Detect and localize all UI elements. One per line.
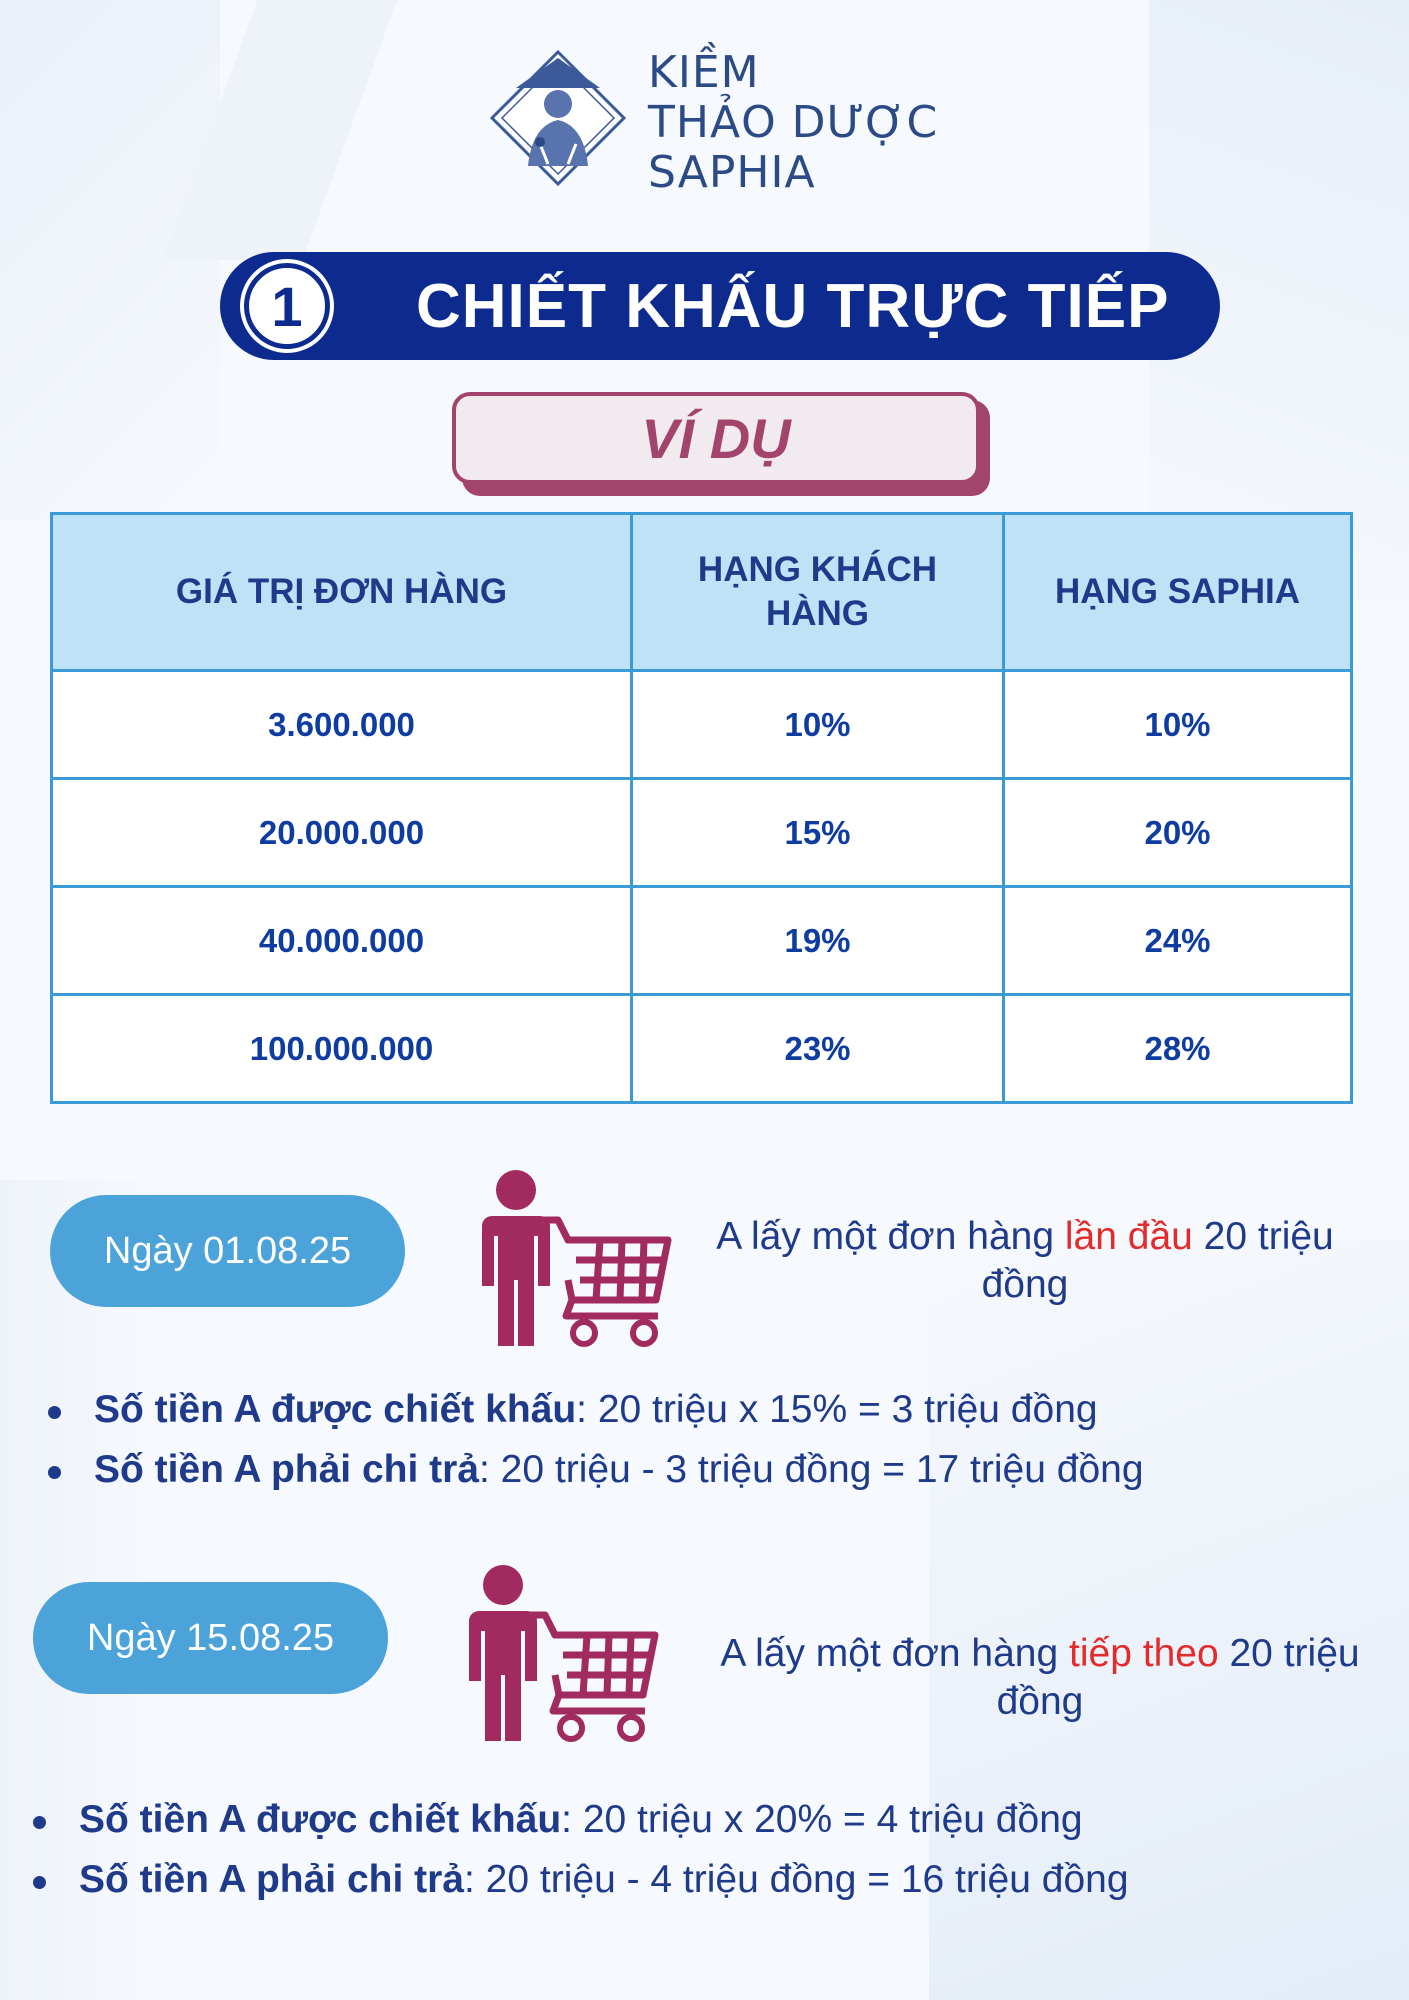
bullet-label: Số tiền A được chiết khấu (79, 1798, 562, 1841)
table-cell: 23% (632, 995, 1004, 1103)
brand-line: SAPHIA (648, 147, 816, 198)
table-cell: 3.600.000 (52, 671, 632, 779)
table-cell: 20.000.000 (52, 779, 632, 887)
description-text: A lấy một đơn hàng (720, 1632, 1070, 1675)
highlight-text: tiếp theo (1069, 1632, 1219, 1675)
table-header-row (52, 514, 1352, 671)
bullet-value: : 20 triệu x 15% = 3 triệu đồng (576, 1388, 1098, 1431)
table-cell: 100.000.000 (52, 995, 632, 1103)
table-cell: 19% (632, 887, 1004, 995)
example-description (700, 1213, 1350, 1309)
bullet-value: : 20 triệu x 20% = 4 triệu đồng (561, 1798, 1083, 1841)
table-cell: 24% (1004, 887, 1352, 995)
background-shape (0, 0, 220, 520)
example-badge: VÍ DỤ (452, 392, 980, 484)
table-cell: 15% (632, 779, 1004, 887)
example-description (715, 1630, 1365, 1726)
section-number: 1 (244, 263, 330, 349)
calculation-list (33, 1790, 1129, 1910)
table-cell: 28% (1004, 995, 1352, 1103)
description-text: A lấy một đơn hàng (716, 1215, 1065, 1258)
list-item (33, 1850, 1129, 1910)
highlight-text: lần đầu (1064, 1215, 1193, 1258)
section-title (220, 252, 1220, 360)
table-row (52, 887, 1352, 995)
table-cell: 20% (1004, 779, 1352, 887)
table-header: GIÁ TRỊ ĐƠN HÀNG (52, 514, 632, 671)
table-cell: 10% (632, 671, 1004, 779)
bullet-label: Số tiền A được chiết khấu (94, 1388, 577, 1431)
description-text: 20 triệu đồng (981, 1215, 1334, 1306)
person-with-shopping-cart-icon (465, 1563, 665, 1745)
farmer-diamond-logo-icon (488, 48, 628, 188)
person-with-shopping-cart-icon (478, 1168, 678, 1350)
list-item (48, 1440, 1144, 1500)
table-header: HẠNG KHÁCH HÀNG (632, 514, 1004, 671)
bullet-value: : 20 triệu - 4 triệu đồng = 16 triệu đồng (464, 1858, 1129, 1901)
brand-line: KIỀM (648, 47, 760, 98)
page-title: CHIẾT KHẤU TRỰC TIẾP (416, 271, 1170, 341)
calculation-list (48, 1380, 1144, 1500)
table-cell: 10% (1004, 671, 1352, 779)
list-item (33, 1790, 1129, 1850)
discount-table (50, 512, 1353, 1104)
table-header: HẠNG SAPHIA (1004, 514, 1352, 671)
brand-line: THẢO DƯỢC (648, 97, 939, 148)
table-row (52, 671, 1352, 779)
table-cell: 40.000.000 (52, 887, 632, 995)
table-row (52, 779, 1352, 887)
date-pill: Ngày 15.08.25 (33, 1582, 388, 1694)
date-pill: Ngày 01.08.25 (50, 1195, 405, 1307)
bullet-label: Số tiền A phải chi trả (94, 1448, 479, 1491)
bullet-value: : 20 triệu - 3 triệu đồng = 17 triệu đồng (479, 1448, 1144, 1491)
bullet-label: Số tiền A phải chi trả (79, 1858, 464, 1901)
table-row (52, 995, 1352, 1103)
description-text: 20 triệu đồng (996, 1632, 1360, 1723)
brand-name (648, 48, 938, 198)
list-item (48, 1380, 1144, 1440)
brand-logo (488, 48, 948, 198)
